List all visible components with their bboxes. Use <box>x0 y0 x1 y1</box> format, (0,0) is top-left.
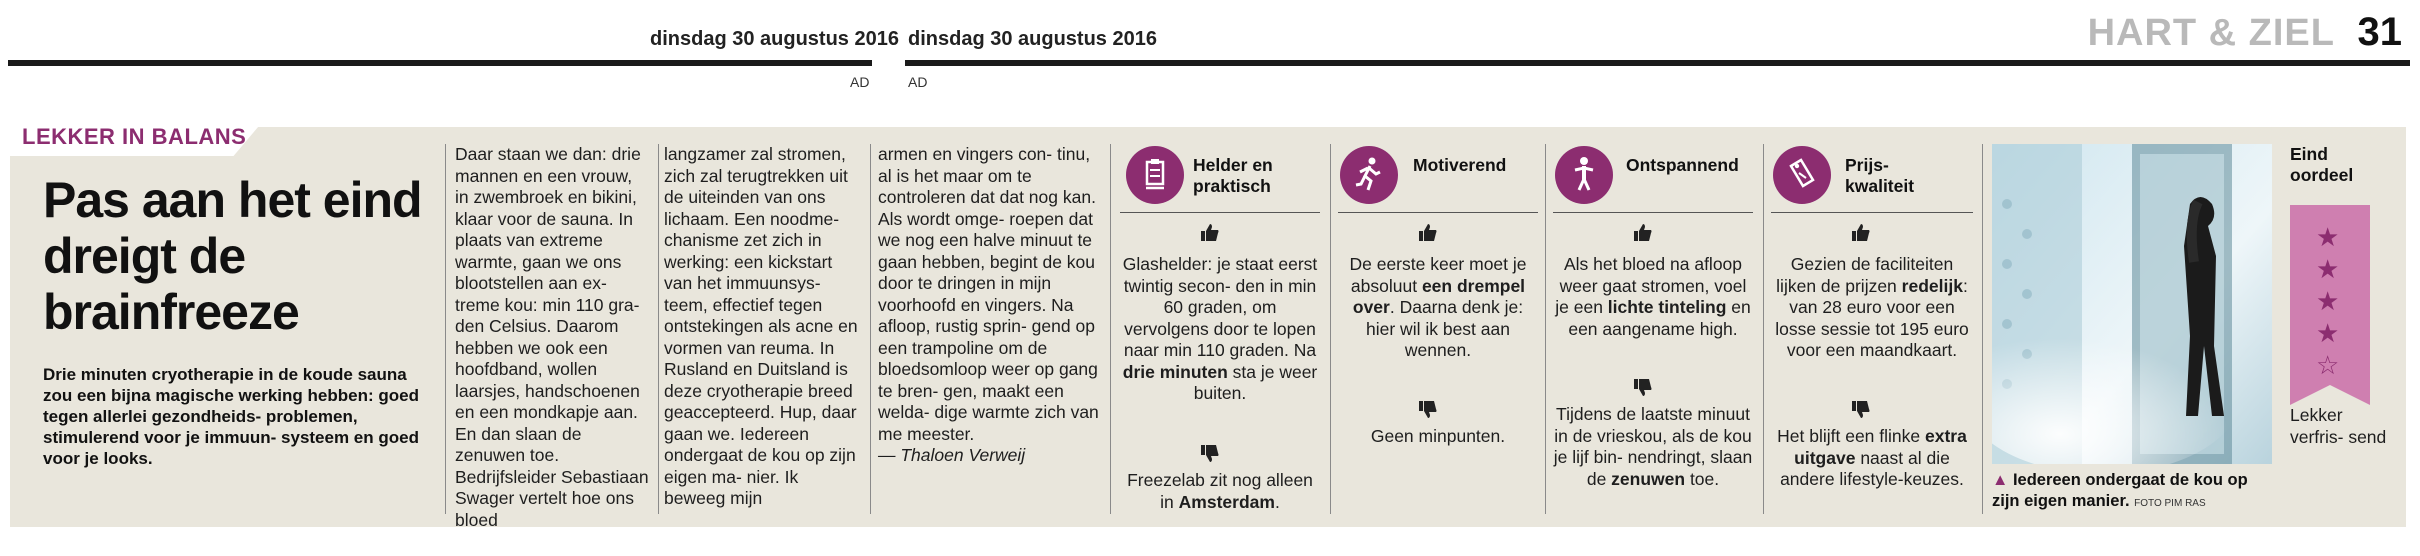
thumbs-down-icon <box>1199 442 1221 464</box>
page-date-right: dinsdag 30 augustus 2016 <box>908 28 1157 50</box>
rating-plus: Gezien de faciliteiten lijken de prijzen redelijk: van 28 euro voor een losse sessie tot 195 euro voor een maandkaart. <box>1775 254 1969 360</box>
thumbs-down-icon <box>1417 398 1439 420</box>
intro-text: Drie minuten cryotherapie in de koude sauna zou een bijna magische werking hebben: goed tegen allerlei gezondheids- problemen, stimulerend voor je immuun- systeem en goed voor je looks. <box>43 365 419 468</box>
body-text: Daar staan we dan: drie mannen en een vrouw, in zwembroek en bikini, klaar voor de sauna. In plaats van extreme warmte, gaan we ons blootstellen aan ex- treme kou: min 110 gra- den Celsius. Daarom hebben we ook een hoofdband, wollen laarsjes, handschoenen en een mondkapje aan. En dan slaan de zenuwen toe. Bedrijfsleider Sebastiaan Swager vertelt hoe ons bloed <box>455 144 649 530</box>
photo-credit: FOTO PIM RAS <box>2134 498 2206 509</box>
rating-minus: Het blijft een flinke extra uitgave naast al die andere lifestyle-keuzes. <box>1777 426 1967 489</box>
thumbs-up-icon <box>1199 222 1221 244</box>
rating-title: Prijs- kwaliteit <box>1845 155 1915 196</box>
verdict-title: Eind oordeel <box>2290 144 2354 185</box>
headline: Pas aan het eind dreigt de brainfreeze <box>43 172 422 340</box>
verdict-text: Lekker verfris- send <box>2290 405 2387 447</box>
rating-minus: Freezelab zit nog alleen in Amsterdam. <box>1127 470 1313 512</box>
thumbs-down-icon <box>1850 398 1872 420</box>
column-divider <box>1545 144 1546 514</box>
column-divider <box>1982 144 1983 514</box>
thumbs-up-icon <box>1850 222 1872 244</box>
column-divider <box>1330 144 1331 514</box>
header-rule-left <box>8 60 872 66</box>
rating-rule <box>1338 212 1538 213</box>
column-divider <box>445 144 446 514</box>
rating-title: Helder en praktisch <box>1193 155 1273 196</box>
caption-triangle-icon: ▲ <box>1992 471 2009 489</box>
runner-icon <box>1340 146 1398 204</box>
kicker: LEKKER IN BALANS <box>22 124 247 149</box>
caption-text: Iedereen ondergaat de kou op zijn eigen manier. <box>1992 471 2248 510</box>
photo-caption <box>1992 470 2277 514</box>
section-title: HART & ZIEL <box>2087 12 2335 54</box>
byline: — Thaloen Verweij <box>878 445 1026 465</box>
thumbs-down-icon <box>1632 376 1654 398</box>
star-icon: ★ <box>2316 318 2340 348</box>
rating-rule <box>1120 212 1320 213</box>
clipboard-icon <box>1126 146 1184 204</box>
price-tag-icon <box>1773 146 1831 204</box>
body-column-3 <box>878 144 1100 467</box>
header-rule-right <box>905 60 2410 66</box>
body-text: langzamer zal stromen, zich zal terugtrekken uit de uiteinden van ons lichaam. Een noodme- chanisme zet zich in werking: een kickstart van het immuunsys- teem, effectief tegen ontstekingen als acne en vormen van reuma. In Rusland en Duitsland is deze cryotherapie breed geaccepteerd. Hup, daar gaan we. Iedereen ondergaat de kou op zijn eigen ma- nier. Ik beweeg mijn <box>664 144 858 508</box>
photo-cryosauna <box>1992 144 2272 464</box>
rating-title: Ontspannend <box>1626 155 1739 175</box>
rating-plus: Als het bloed na afloop weer gaat stromen, voel je een lichte tinteling en een aangename high. <box>1555 254 1751 339</box>
rating-rule <box>1771 212 1973 213</box>
rating-title: Motiverend <box>1413 155 1507 175</box>
page-number: 31 <box>2357 10 2402 54</box>
rating-plus: Glashelder: je staat eerst twintig secon- den in min 60 graden, om vervolgens door te lopen naar min 110 graden. Na drie minuten sta je weer buiten. <box>1122 254 1318 403</box>
star-icon: ★ <box>2316 286 2340 316</box>
column-divider <box>1763 144 1764 514</box>
body-column-1 <box>455 144 650 531</box>
rating-minus: Geen minpunten. <box>1370 426 1506 446</box>
column-divider <box>1110 144 1111 514</box>
source-label-right: AD <box>908 74 928 90</box>
page-date-left: dinsdag 30 augustus 2016 <box>650 28 899 50</box>
star-outline-icon: ☆ <box>2316 350 2340 380</box>
star-icon: ★ <box>2316 222 2340 252</box>
thumbs-up-icon <box>1417 222 1439 244</box>
star-icon: ★ <box>2316 254 2340 284</box>
column-divider <box>658 144 659 514</box>
rating-minus: Tijdens de laatste minuut in de vrieskou, als de kou je lijf bin- nendringt, slaan de zenuwen toe. <box>1553 404 1753 489</box>
rating-plus: De eerste keer moet je absoluut een drempel over. Daarna denk je: hier wil ik best aan wennen. <box>1349 254 1527 360</box>
body-column-2 <box>664 144 860 510</box>
thumbs-up-icon <box>1632 222 1654 244</box>
source-label-left: AD <box>850 74 870 90</box>
relaxing-person-icon <box>1555 146 1613 204</box>
column-divider <box>870 144 871 514</box>
rating-rule <box>1553 212 1753 213</box>
body-text: armen en vingers con- tinu, al is het maar om te controleren dat dat nog kan. Als wordt omge- roepen dat we nog een halve minuut te gaan hebben, begint de kou door te dringen in mijn voorhoofd en vingers. Na afloop, rustig sprin- gend op een trampoline om de bloedsomloop weer op gang te bren- gen, maakt een welda- dige warmte zich van me meester. <box>878 144 1099 444</box>
